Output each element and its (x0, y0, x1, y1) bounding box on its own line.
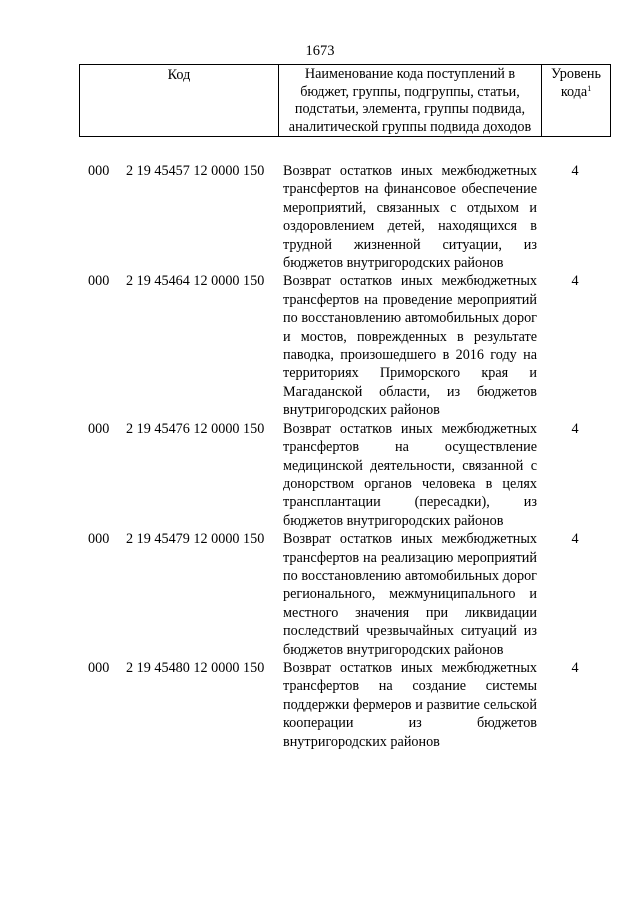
row-level: 4 (571, 531, 579, 548)
table-row (0, 420, 640, 530)
row-name: Возврат остатков иных межбюджетных трансфертов на осуществление медицинской деятельности, связанной с донорством органов человека в целях трансплантации (пересадки), из бюджетов внутригородских районов (283, 420, 537, 529)
row-income-code: 2 19 45479 12 0000 150 (126, 531, 265, 548)
row-level: 4 (571, 273, 579, 290)
row-name: Возврат остатков иных межбюджетных трансфертов на реализацию мероприятий по восстановлению автомобильных дорог регионального, межмуниципального и местного значения при ликвидации последствий чрезвычайных ситуаций из бюджетов внутригородских районов (283, 531, 537, 658)
table-row (0, 162, 640, 272)
row-admin-code: 000 (88, 659, 110, 676)
table-body (0, 162, 640, 751)
row-name: Возврат остатков иных межбюджетных трансфертов на проведение мероприятий по восстановлению автомобильных дорог и мостов, поврежденных в результате паводка, произошедшего в 2016 году на территориях Приморского края и Магаданской области, из бюджетов внутригородских районов (283, 273, 537, 419)
row-admin-code: 000 (88, 273, 110, 290)
row-income-code: 2 19 45457 12 0000 150 (126, 163, 265, 179)
table-header (79, 64, 611, 137)
row-admin-code: 000 (88, 420, 110, 437)
row-income-code: 2 19 45464 12 0000 150 (126, 273, 265, 290)
header-code: Код (80, 65, 279, 136)
row-admin-code: 000 (88, 531, 110, 548)
row-level: 4 (571, 659, 579, 676)
row-level: 4 (571, 163, 579, 179)
header-level (542, 65, 610, 136)
row-admin-code: 000 (88, 163, 110, 179)
table-row (0, 530, 640, 659)
row-income-code: 2 19 45476 12 0000 150 (126, 420, 265, 437)
row-name: Возврат остатков иных межбюджетных трансфертов на создание системы поддержки фермеров и развитие сельской кооперации из бюджетов внутригородских районов (283, 659, 537, 750)
row-name: Возврат остатков иных межбюджетных трансфертов на финансовое обеспечение мероприятий, связанных с отдыхом и оздоровлением детей, находящихся в трудной жизненной ситуации, из бюджетов внутригородских районов (283, 163, 537, 272)
header-level-label: Уровень кода (551, 66, 601, 100)
row-income-code: 2 19 45480 12 0000 150 (126, 659, 265, 676)
header-level-footnote: 1 (587, 83, 592, 93)
table-row (0, 272, 640, 419)
table-row (0, 659, 640, 751)
row-level: 4 (571, 420, 579, 437)
page-number: 1673 (305, 43, 335, 59)
header-name: Наименование кода поступлений в бюджет, группы, подгруппы, статьи, подстатьи, элемента, группы подвида, аналитической группы подвида доходов (279, 65, 542, 136)
